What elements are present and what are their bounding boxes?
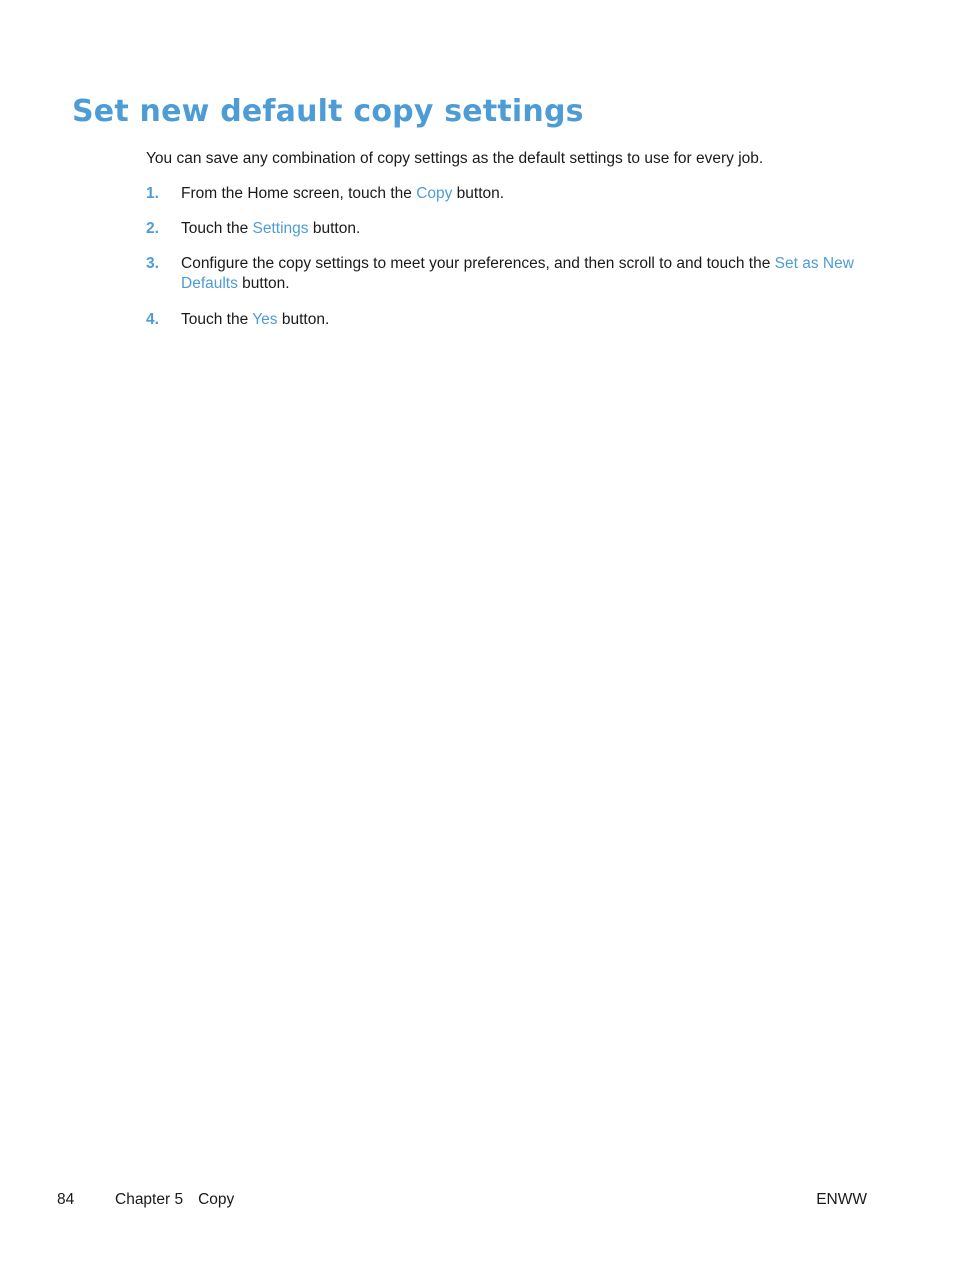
page-title: Set new default copy settings: [72, 94, 584, 129]
step-item: [146, 219, 876, 239]
ui-term-set-as-new-defaults: Set as New Defaults: [181, 255, 854, 292]
step-text-before: Touch the: [181, 311, 253, 328]
step-item: [146, 184, 876, 204]
step-text-after: button.: [452, 185, 505, 202]
step-item: [146, 310, 876, 330]
step-text-before: From the Home screen, touch the: [181, 185, 417, 202]
footer-locale: ENWW: [816, 1191, 867, 1208]
step-text-before: Touch the: [181, 220, 253, 237]
ui-term-settings: Settings: [252, 220, 309, 237]
step-text-before: Configure the copy settings to meet your preferences, and then scroll to and touch the: [181, 255, 775, 272]
ui-term-yes: Yes: [252, 311, 278, 328]
footer-section-label: Copy: [198, 1191, 235, 1208]
step-number: 2.: [146, 220, 159, 237]
step-number: 4.: [146, 311, 159, 328]
step-text-after: button.: [277, 311, 330, 328]
step-number: 3.: [146, 255, 159, 272]
intro-paragraph: You can save any combination of copy settings as the default settings to use for every job.: [146, 150, 764, 167]
step-text-after: button.: [308, 220, 361, 237]
step-text-after: button.: [237, 275, 290, 292]
steps-list: [146, 184, 876, 345]
ui-term-copy: Copy: [416, 185, 453, 202]
footer-chapter-label: Chapter 5: [115, 1191, 184, 1208]
step-item: [146, 254, 876, 294]
step-number: 1.: [146, 185, 159, 202]
footer-chapter: [115, 1190, 234, 1210]
footer-page-number: 84: [57, 1191, 75, 1208]
